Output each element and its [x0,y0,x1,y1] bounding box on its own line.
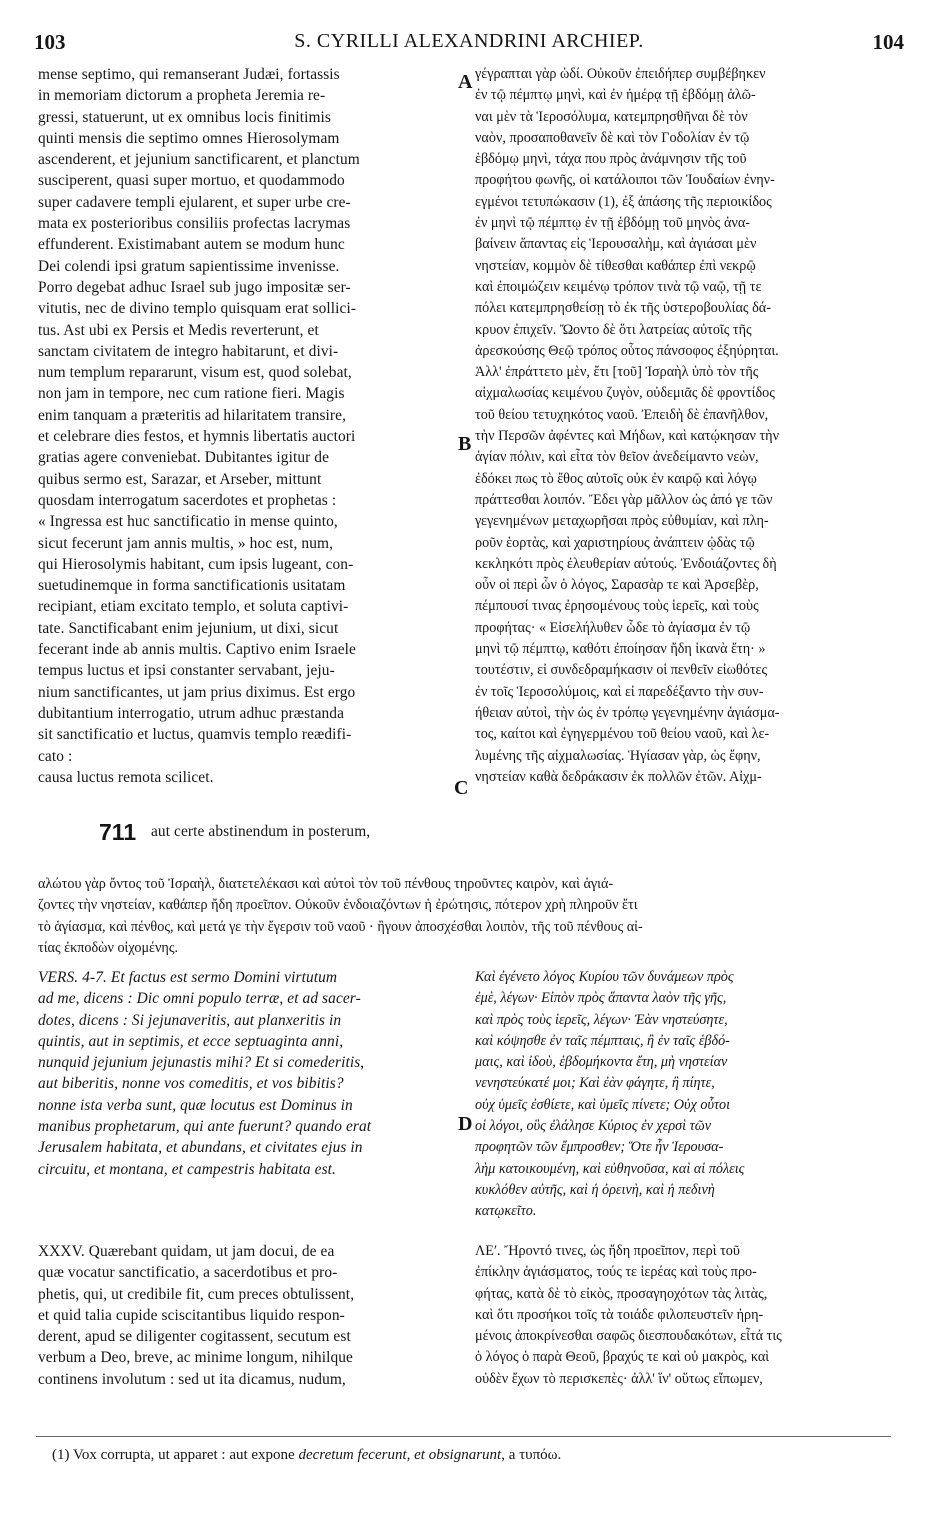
text-line: κεκληκότι πρὸς ἐλευθερίαν αὐτούς. Ἐνδοιάζοντες δὴ [475,555,777,572]
text-line: τοῦ θείου τετυχηκότος ναοῦ. Ἐπειδὴ δὲ ἐπανῆλθον, [475,406,769,423]
text-line: mense septimo, qui remanserant Judæi, fortassis [38,66,340,83]
text-line: tus. Ast ubi ex Persis et Medis reverterunt, et [38,321,319,339]
text-line: quintis, aut in septimis, et ecce septuaginta anni, [38,1032,344,1050]
text-line: vitutis, nec de divino templo quisquam erat sollici- [38,300,357,318]
footnote-text-1: Vox corrupta, ut apparet : aut expone [72,1447,295,1463]
text-line: τουτέστιν, εἰ συνδεδραμήκασιν οἱ πενθεῖν εἰωθότες [475,662,768,679]
text-line: mata ex posterioribus consiliis profectas lacrymas [38,215,351,233]
text-line: in memoriam dictorum a propheta Jeremia re- [38,87,326,105]
text-line: nium sanctificantes, ut jam prius diximus. Est ergo [38,683,356,701]
text-line: τὸ ἁγίασμα, καὶ πένθος, καὶ μετά γε τὴν ἔγερσιν τοῦ ναοῦ · ἢγουν ἀποσχέσθαι λοιπὸν, τῆς τοῦ πένθους αἰ- [38,918,643,935]
footnote-text-2: decretum fecerunt, et obsignarunt, [298,1447,505,1463]
text-line: quibus sermo est, Sarazar, et Arseber, mittunt [38,470,322,488]
text-line: καὶ κόψησθε ἐν ταῖς πέμπταις, ἢ ἐν ταῖς ἑβδό- [475,1032,730,1049]
text-line: gressi, statuerunt, ut ex omnibus locis finitimis [38,108,332,126]
text-line: κρυον ἐπιχεῖν. Ὤοντο δὲ ὅτι λατρείας αὐτοῖς τῆς [475,321,752,338]
text-line: manibus prophetarum, qui ante fuerunt? quando erat [38,1118,372,1136]
text-line: πράττεσθαι λοιπόν. Ἔδει γὰρ μᾶλλον ὡς ἀπό γε τῶν [475,491,773,508]
text-line: οἱ λόγοι, οὓς ἐλάλησε Κύριος ἐν χερσὶ τῶν [475,1118,712,1135]
text-line: γεγενημένων μεταχωρῆσαι πρὸς εὐθυμίαν, καὶ πλη- [475,513,769,530]
text-line: οὐδὲν ἔχων τὸ περισκεπὲς· ἀλλ' ἵν' οὕτως εἴπωμεν, [475,1370,763,1387]
text-line: Porro degebat adhuc Israel sub jugo impositæ ser- [38,278,351,296]
text-line: καὶ ἐποιμώζειν κειμένῳ τρόπον τινὰ τῷ ναῷ, τῇ τε [475,278,762,295]
margin-letter-a: A [458,71,473,93]
footnote-text-3: a τυπόω. [508,1447,562,1463]
text-line: sit sanctificatio et luctus, quamvis templo reædifi- [38,726,352,744]
text-line: ἀρεσκούσης Θεῷ τρόπος οὗτος πάνσοφος ἐξηύρηται. [475,342,779,359]
text-line: γέγραπται γὰρ ὡδί. Οὐκοῦν ἐπειδήπερ συμβέβηκεν [475,66,766,82]
text-line: ἑβδόμῳ μηνὶ, τάχα που πρὸς ἀνάμνησιν τῆς τοῦ [475,151,747,168]
text-line: προφητῶν τῶν ἔμπροσθεν; Ὅτε ἦν Ἱερουσα- [475,1139,724,1156]
text-line: εγμένοι τετυπώκασιν (1), ἐξ ἁπάσης τῆς περιοικίδος [475,193,772,210]
text-line: ΛΕʹ. Ἤροντό τινες, ὡς ἤδη προεῖπον, περὶ τοῦ [475,1243,740,1259]
text-line: ζοντες τὴν νηστείαν, καθάπερ ἤδη προεῖπον. Οὐκοῦν ἐνδοιαζόντων ἡ ἐρώτησις, πότερον χρὴ πληροῦν ἔτι [38,897,638,914]
greek-commentary-column [475,1241,895,1390]
text-line: ροῦν ἑορτὰς, καὶ χαριστηρίους ἀνάπτειν ᾠδὰς τῷ [475,534,755,551]
text-line: πέμπουσί τινας ἐρησομένους τοὺς ἱερεῖς, καὶ τοὺς [475,598,759,615]
text-line: τὴν Περσῶν ἀφέντες καὶ Μήδων, καὶ κατῴκησαν τὴν [475,428,779,445]
text-line: ἐδόκει πως τὸ ἔθος αὐτοῖς οὐκ ἐν καιρῷ καὶ λόγῳ [475,470,757,487]
text-line: Καὶ ἐγένετο λόγος Κυρίου τῶν δυνάμεων πρὸς [475,969,734,985]
greek-column-upper [475,64,895,788]
footnote-marker: (1) [52,1447,70,1463]
text-line: phetis, qui, ut credibile fit, cum preces obtulissent, [38,1285,355,1303]
text-line: enim tanquam a præteritis ad hilaritatem transire, [38,406,347,424]
text-line: nunquid jejunium jejunastis mihi? Et si comederitis, [38,1054,365,1072]
text-line: αἰχμαλωσίας κειμένου ζυγὸν, οὐδεμιᾶς δὲ φροντίδος [475,385,775,402]
text-line: qui Hierosolymis habitant, cum ipsis lugeant, con- [38,555,354,573]
text-line: βαίνειν ἅπαντας εἰς Ἱερουσαλὴμ, καὶ ἁγιάσαι μὲν [475,236,757,253]
text-line: ἐν τῷ πέμπτῳ μηνὶ, καὶ ἐν ἡμέρᾳ τῇ ἑβδόμῃ ἁλῶ- [475,87,756,104]
text-line: τος, καίτοι καὶ ἐγηγερμένου τοῦ θείου ναοῦ, καὶ λε- [475,726,770,743]
text-line: quosdam interrogatum sacerdotes et prophetas : [38,491,337,509]
text-line: verbum a Deo, breve, ac minime longum, nihilque [38,1349,353,1367]
text-line: recipiant, etiam excitato templo, et soluta captivi- [38,598,349,616]
text-line: ναὸν, προσαποθανεῖν δὲ καὶ τὸν Γοδολίαν ἐν τῷ [475,129,750,146]
text-line: προφήτας· « Εἰσελήλυθεν ὧδε τὸ ἁγίασμα ἐν τῷ [475,619,751,636]
text-line: οὐχ ὑμεῖς ἐσθίετε, καὶ ὑμεῖς πίνετε; Οὐχ οὗτοι [475,1096,731,1113]
column-number: 711 [99,819,137,845]
latin-commentary-column [38,1241,458,1390]
text-line: κατῳκεῖτο. [475,1203,537,1220]
text-line: φήτας, κατὰ δὲ τὸ εἰκὸς, προσαγηοχότων τὰς λιτὰς, [475,1285,768,1302]
text-line: μηνὶ τῷ πέμπτῳ, καθότι ἐποίησαν ἤδη ἱκανὰ ἔτη· » [475,641,766,658]
text-line: nonne ista verba sunt, quæ locutus est Dominus in [38,1096,353,1114]
text-line: cato : [38,747,73,765]
text-line: ὁ λόγος ὁ παρὰ Θεοῦ, βραχύς τε καὶ οὐ μακρὸς, καὶ [475,1349,770,1366]
text-line: dotes, dicens : Si jejunaveritis, aut planxeritis in [38,1011,342,1029]
text-line: ἐν τοῖς Ἱεροσολύμοις, καὶ εἰ παρεδέξαντο τὴν συν- [475,683,764,700]
text-line: Ἀλλ' ἐπράττετο μὲν, ἔτι [τοῦ] Ἰσραὴλ ὑπὸ τὸν τῆς [475,364,759,381]
margin-letter-b: B [458,433,472,455]
text-line: aut biberitis, nonne vos comeditis, et vos bibitis? [38,1075,344,1093]
text-line: super cadavere templi ejularent, et super urbe cre- [38,193,351,211]
page-number-left: 103 [34,30,66,54]
text-line: et celebrare dies festos, et hymnis libertatis auctori [38,428,356,446]
text-line: ad me, dicens : Dic omni populo terræ, et ad sacer- [38,990,361,1008]
text-line: ἐμὲ, λέγων· Εἰπὸν πρὸς ἅπαντα λαὸν τῆς γῆς, [475,990,727,1007]
text-line: μαις, καὶ ἰδοὺ, ἑβδομήκοντα ἔτη, μὴ νηστείαν [475,1054,728,1071]
text-line: Dei colendi ipsi gratum sapientissime invenisse. [38,257,340,275]
text-line: effunderent. Existimabant autem se modum hunc [38,236,345,254]
text-line: κυκλόθεν αὐτῆς, καὶ ἡ ὀρεινὴ, καὶ ἡ πεδινὴ [475,1181,715,1198]
text-line: tate. Sanctificabant enim jejunium, ut dixi, sicut [38,619,339,637]
text-line: circuitu, et montana, et campestris habitata est. [38,1160,336,1178]
text-line: μένοις ἀποκρίνεσθαι σαφῶς διεσπουδακότων, εἶτά τις [475,1328,782,1345]
text-line: sanctam civitatem de integro habitarunt, et divi- [38,342,339,360]
text-line: gratias agere conveniebat. Dubitantes igitur de [38,449,330,467]
margin-letter-c: C [454,777,469,799]
text-line: νηστείαν καθὰ δεδράκασιν ἐκ πολλῶν ἐτῶν. Αἰχμ- [475,768,762,785]
text-line: λὴμ κατοικουμένη, καὶ εὐθηνοῦσα, καὶ αἱ πόλεις [475,1160,745,1177]
text-line: XXXV. Quærebant quidam, ut jam docui, de ea [38,1243,335,1260]
text-line: ἁγίαν πόλιν, καὶ εἶτα τὸν θεῖον ἀνεδείμαντο νεὼν, [475,449,759,466]
text-line: αλώτου γὰρ ὄντος τοῦ Ἰσραὴλ, διατετελέκασι καὶ αὐτοὶ τὸν τοῦ πένθους τηροῦντες καιρὸν, καὶ ἁγιά- [38,876,614,892]
text-line: quæ vocatur sanctificatio, a sacerdotibus et pro- [38,1264,338,1282]
text-line: VERS. 4-7. Et factus est sermo Domini virtutum [38,969,338,986]
text-line: fecerant inde ab annis multis. Captivo enim Israele [38,641,356,659]
text-line: ήθειαν αὐτοὶ, τὴν ὡς ἐν τρόπῳ γεγενημένην ἁγιάσμα- [475,704,780,721]
text-line: καὶ πρὸς τοὺς ἱερεῖς, λέγων· Ἐὰν νηστεύσητε, [475,1011,728,1028]
running-title: S. CYRILLI ALEXANDRINI ARCHIEP. [294,30,644,52]
footnote [52,1447,561,1464]
text-line: quinti mensis die septimo omnes Hierosolymam [38,129,340,147]
text-line: et quid talia cupide sciscitantibus liquido respon- [38,1306,345,1324]
text-line: non jam in tempore, nec cum ratione fieri. Magis [38,385,345,403]
text-line: derent, apud se diligenter cogitassent, secutum est [38,1328,351,1346]
text-line: τίας ἐκποδὼν οἰχομένης. [38,939,179,956]
text-line: ἐν μηνὶ τῷ πέμπτῳ ἐν τῇ ἑβδόμῃ τοῦ μηνὸς ἀνα- [475,215,750,232]
page-number-right: 104 [872,30,904,54]
margin-letter-d: D [458,1113,473,1135]
text-line: Jerusalem habitata, et abundans, et civitates ejus in [38,1139,363,1157]
latin-line-tail: aut certe abstinendum in posterum, [151,823,371,840]
latin-column-upper [38,64,458,788]
text-line: καὶ ὅτι προσήκοι τοῖς τὰ τοιάδε φιλοπευστεῖν ἠρη- [475,1306,764,1323]
footnote-rule [36,1436,891,1437]
text-line: dubitantium interrogatio, utrum adhuc præstanda [38,704,345,722]
text-line: οὖν οἱ περὶ ὧν ὁ λόγος, Σαρασὰρ τε καὶ Ἀρσεβὲρ, [475,577,759,594]
greek-fullwidth-paragraph [38,874,898,959]
text-line: sicut fecerunt jam annis multis, » hoc est, num, [38,534,334,552]
text-line: susciperent, quasi super mortuo, et quodammodo [38,172,345,190]
text-line: ascenderent, et jejunium sanctificarent, et planctum [38,151,360,169]
greek-verse-column [475,967,895,1223]
text-line: continens involutum : sed ut ita dicamus, nudum, [38,1370,346,1388]
text-line: προφήτου φωνῆς, οἱ κατάλοιποι τῶν Ἰουδαίων ἐνην- [475,172,775,189]
text-line: νενηστεύκατέ μοι; Καὶ ἐὰν φάγητε, ἢ πίητε, [475,1075,715,1092]
text-line: πόλει κατεμπρησθείσῃ τὸ ἐκ τῆς ὑστεροβουλίας δά- [475,300,771,317]
text-line: suetudinemque in forma sanctificationis usitatam [38,577,346,595]
text-line: νηστείαν, κομμὸν δὲ τίθεσθαι καθάπερ ἐπὶ νεκρῷ [475,257,756,274]
page-header [34,30,904,60]
text-line: « Ingressa est huc sanctificatio in mense quinto, [38,513,338,531]
text-line: λυμένης τῆς αἰχμαλωσίας. Ἡγίασαν γὰρ, ὡς ἔφην, [475,747,761,764]
text-line: ναι μὲν τὰ Ἱεροσόλυμα, κατεμπρησθῆναι δὲ τὸν [475,108,748,125]
text-line: tempus luctus et ipsi constanter servabant, jeju- [38,662,335,680]
text-line: causa luctus remota scilicet. [38,768,214,786]
text-line: num templum repararunt, visum est, quod solebat, [38,364,352,382]
text-line: ἐπίκλην ἁγιάσματος, τούς τε ἱερέας καὶ τοὺς προ- [475,1264,757,1281]
latin-verse-column [38,967,458,1180]
